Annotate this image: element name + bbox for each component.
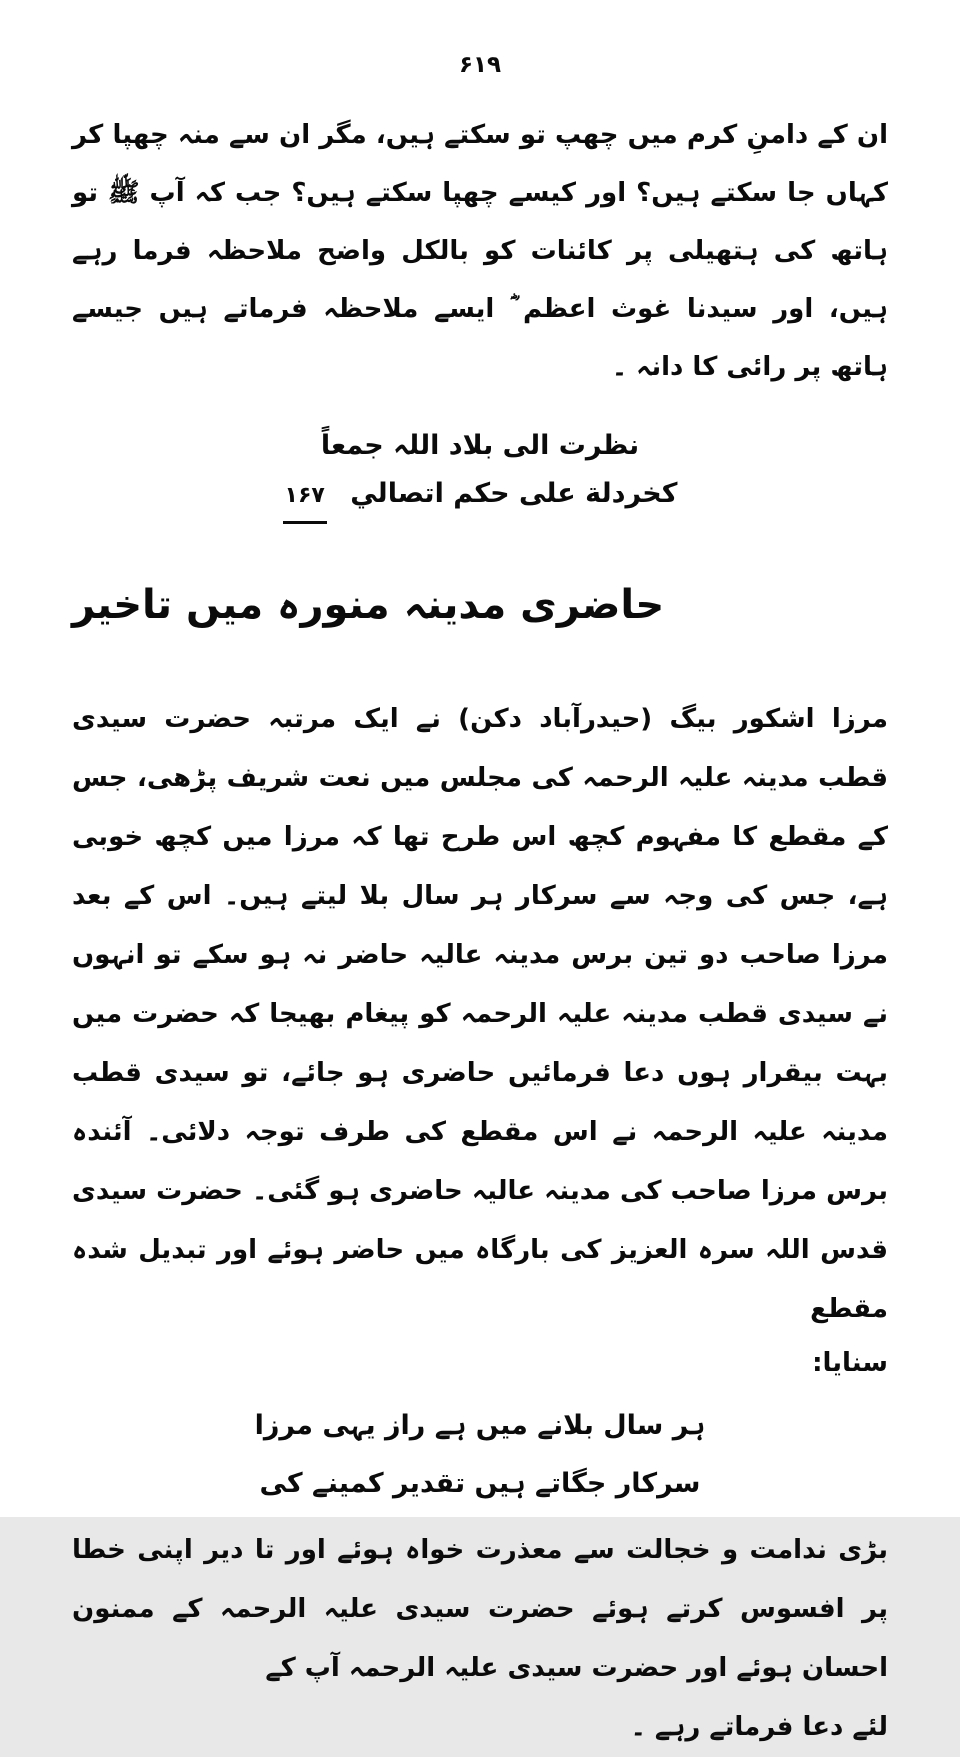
section-heading: حاضری مدینہ منورہ میں تاخیر [72, 582, 665, 628]
arabic-verse-line-2 [72, 470, 888, 524]
arabic-verse-line-1: نظرت الی بلاد اللہ جمعاً [320, 430, 640, 461]
closing-paragraph-last-line: لئے دعا فرماتے رہے ۔ [630, 1712, 888, 1742]
couplet-line-1: ہر سال بلانے میں ہے راز یہی مرزا [254, 1410, 706, 1441]
arabic-verse-line-2-text: کخردلة علی حکم اتصالي [350, 478, 678, 509]
section-heading-row [72, 582, 888, 628]
couplet-block [72, 1397, 888, 1513]
opening-paragraph: ان کے دامنِ کرم میں چھپ تو سکتے ہیں، مگر ان سے منہ چھپا کر کہاں جا سکتے ہیں؟ اور کیسے چھپا سکتے ہیں؟ جب کہ آپ ﷺ تو ہاتھ کی ہتھیلی پر کائنات کو بالکل واضح ملاحظہ فرما رہے ہیں، اور سیدنا غوث اعظم ؓ ایسے ملاحظہ فرماتے ہیں جیسے ہاتھ پر رائی کا دانہ ۔ [72, 120, 888, 382]
paragraph-trailer: سنایا: [812, 1348, 888, 1378]
closing-paragraph: بڑی ندامت و خجالت سے معذرت خواہ ہوئے اور تا دیر اپنی خطا پر افسوس کرتے ہوئے حضرت سیدی علیہ الرحمہ کے ممنون احسان ہوئے اور حضرت سیدی علیہ الرحمہ آپ کے [72, 1535, 888, 1683]
page-number: ۶۱۹ [458, 52, 502, 78]
main-paragraph: مرزا اشکور بیگ (حیدرآباد دکن) نے ایک مرتبہ حضرت سیدی قطب مدینہ علیہ الرحمہ کی مجلس میں نعت شریف پڑھی، جس کے مقطع کا مفہوم کچھ اس طرح تھا کہ مرزا میں کچھ خوبی ہے، جس کی وجہ سے سرکار ہر سال بلا لیتے ہیں۔ اس کے بعد مرزا صاحب دو تین برس مدینہ عالیہ حاضر نہ ہو سکے تو انہوں نے سیدی قطب مدینہ علیہ الرحمہ کو پیغام بھیجا کہ حضرت میں بہت بیقرار ہوں دعا فرمائیں حاضری ہو جائے، تو سیدی قطب مدینہ علیہ الرحمہ نے اس مقطع کی طرف توجہ دلائی۔ آئندہ برس مرزا صاحب کی مدینہ عالیہ حاضری ہو گئی۔ حضرت سیدی قدس اللہ سرہ العزیز کی بارگاہ میں حاضر ہوئے اور تبدیل شدہ مقطع [72, 704, 888, 1324]
couplet-line-2: سرکار جگاتے ہیں تقدیر کمینے کی [259, 1468, 701, 1499]
footnote-number: ۱۶۷ [283, 472, 327, 524]
arabic-verse-block [72, 422, 888, 524]
